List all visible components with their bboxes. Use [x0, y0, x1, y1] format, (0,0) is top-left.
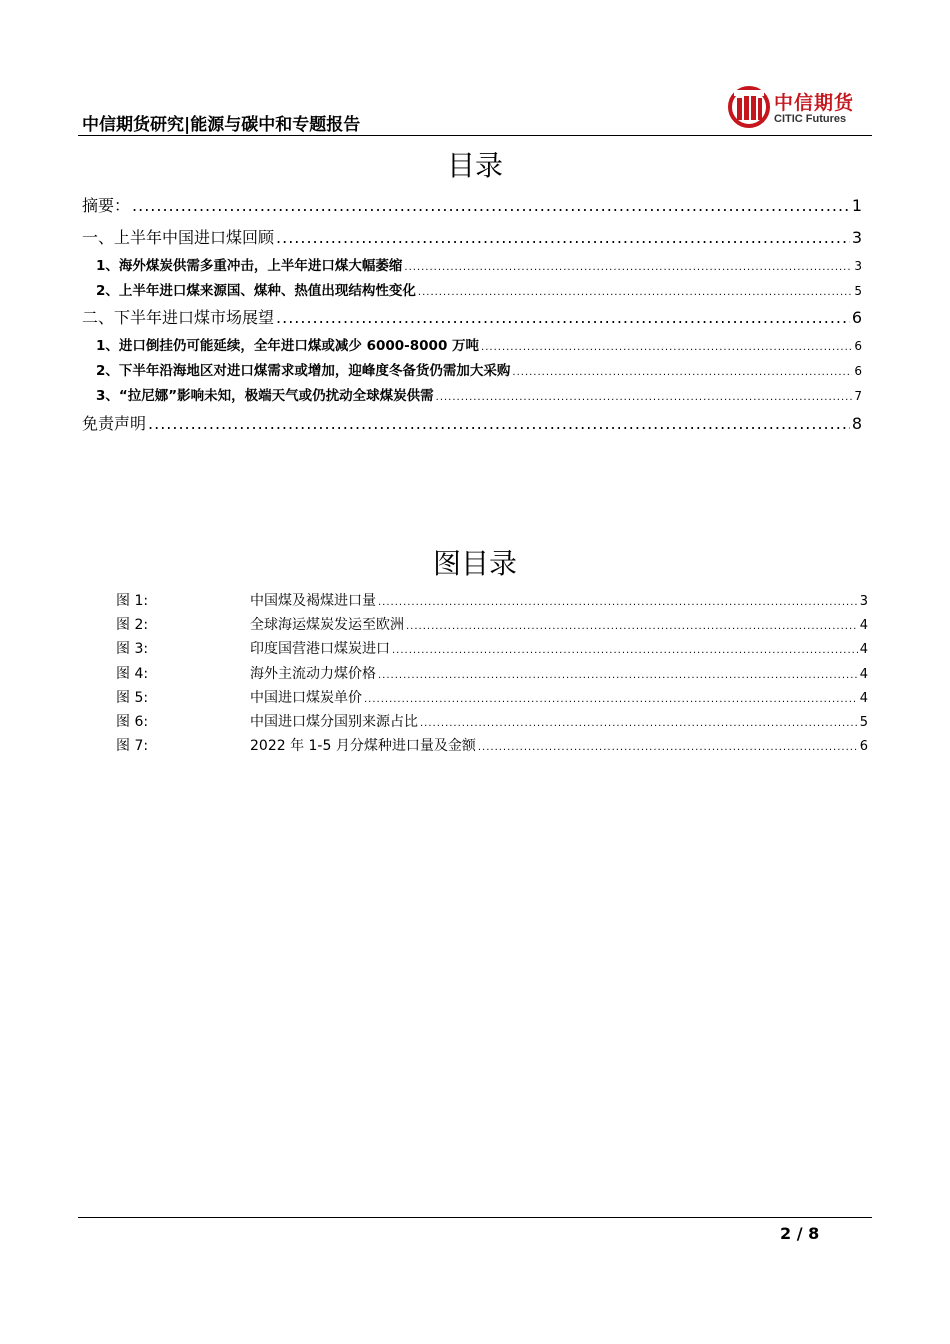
figure-entry[interactable]: [116, 590, 868, 610]
toc-leader: [481, 342, 852, 353]
toc-subentry[interactable]: [82, 359, 862, 379]
toc-leader: [436, 392, 853, 403]
toc-entry-label: 免责声明: [82, 414, 147, 433]
toc-entry-page: 7: [854, 389, 862, 403]
toc-entry-label: 二、下半年进口煤市场展望: [82, 308, 275, 327]
figure-number: 图 2:: [116, 617, 149, 633]
figure-page: 4: [859, 691, 868, 706]
toc-entry-page: 8: [851, 414, 862, 433]
figure-label: 中国煤及褐煤进口量: [250, 593, 376, 609]
citic-futures-logo: [728, 86, 868, 132]
footer-divider: [78, 1217, 872, 1218]
toc-entry-page: 5: [854, 284, 862, 298]
toc-entry-label: 1、进口倒挂仍可能延续，全年进口煤或减少 6000-8000 万吨: [96, 338, 480, 354]
toc-subentry[interactable]: [82, 334, 862, 354]
figure-entry[interactable]: [116, 638, 868, 658]
toc-entry-page: 1: [851, 196, 862, 215]
logo-english-name: CITIC Futures: [774, 113, 847, 125]
toc-subentry[interactable]: [82, 384, 862, 404]
figure-label: 2022 年 1-5 月分煤种进口量及金额: [250, 738, 476, 754]
toc-entry-page: 3: [854, 259, 862, 273]
toc-entry-page: 6: [851, 308, 862, 327]
toc-leader: [132, 196, 850, 215]
figure-leader: [378, 597, 858, 608]
figure-number: 图 5:: [116, 690, 149, 706]
toc-leader: [418, 287, 852, 298]
toc-leader: [404, 262, 852, 273]
toc-leader: [276, 308, 850, 327]
figure-label: 印度国营港口煤炭进口: [250, 641, 390, 657]
figure-number: 图 7:: [116, 738, 149, 754]
figure-page: 4: [859, 618, 868, 633]
toc-entry[interactable]: [82, 225, 862, 248]
figure-leader: [420, 718, 858, 729]
figure-entry[interactable]: [116, 687, 868, 707]
figure-number: 图 1:: [116, 593, 149, 609]
figure-leader: [406, 621, 858, 632]
toc-entry-label: 一、上半年中国进口煤回顾: [82, 228, 275, 247]
toc-entry-label: 摘要：: [82, 196, 131, 215]
figure-entry[interactable]: [116, 711, 868, 731]
figure-entry[interactable]: [116, 614, 868, 634]
toc-entry[interactable]: [82, 305, 862, 328]
figure-leader: [392, 645, 858, 656]
toc-subentry[interactable]: [82, 279, 862, 299]
figure-page: 5: [859, 715, 868, 730]
toc-entry-label: 2、上半年进口煤来源国、煤种、热值出现结构性变化: [96, 283, 416, 299]
figure-page: 4: [859, 667, 868, 682]
toc-entry[interactable]: [82, 193, 862, 216]
toc-entry-page: 6: [854, 364, 862, 378]
toc-entry[interactable]: [82, 411, 862, 434]
toc-leader: [276, 228, 850, 247]
figure-leader: [378, 670, 858, 681]
citic-logo-icon: [728, 86, 770, 128]
toc-title: 目录: [446, 149, 503, 182]
figure-number: 图 3:: [116, 641, 149, 657]
page-indicator: 2 / 8: [780, 1224, 820, 1243]
report-header-title: 中信期货研究|能源与碳中和专题报告: [82, 115, 361, 135]
figure-label: 中国进口煤炭单价: [250, 690, 362, 706]
toc-entry-label: 1、海外煤炭供需多重冲击，上半年进口煤大幅萎缩: [96, 258, 403, 274]
toc-entry-label: 3、“拉尼娜”影响未知，极端天气或仍扰动全球煤炭供需: [96, 388, 434, 404]
header-divider: [78, 135, 872, 136]
logo-chinese-name: 中信期货: [774, 92, 855, 114]
toc-leader: [512, 367, 852, 378]
figure-label: 中国进口煤分国别来源占比: [250, 714, 418, 730]
figure-label: 海外主流动力煤价格: [250, 666, 376, 682]
figure-list-title: 图目录: [432, 547, 517, 580]
figure-leader: [478, 742, 858, 753]
figure-page: 3: [859, 594, 868, 609]
toc-entry-page: 3: [851, 228, 862, 247]
figure-leader: [364, 694, 858, 705]
toc-subentry[interactable]: [82, 254, 862, 274]
figure-number: 图 4:: [116, 666, 149, 682]
toc-entry-page: 6: [854, 339, 862, 353]
toc-leader: [148, 414, 850, 433]
figure-label: 全球海运煤炭发运至欧洲: [250, 617, 404, 633]
figure-page: 4: [859, 642, 868, 657]
figure-entry[interactable]: [116, 735, 868, 755]
figure-number: 图 6:: [116, 714, 149, 730]
toc-entry-label: 2、下半年沿海地区对进口煤需求或增加，迎峰度冬备货仍需加大采购: [96, 363, 511, 379]
figure-entry[interactable]: [116, 663, 868, 683]
figure-page: 6: [859, 739, 868, 754]
